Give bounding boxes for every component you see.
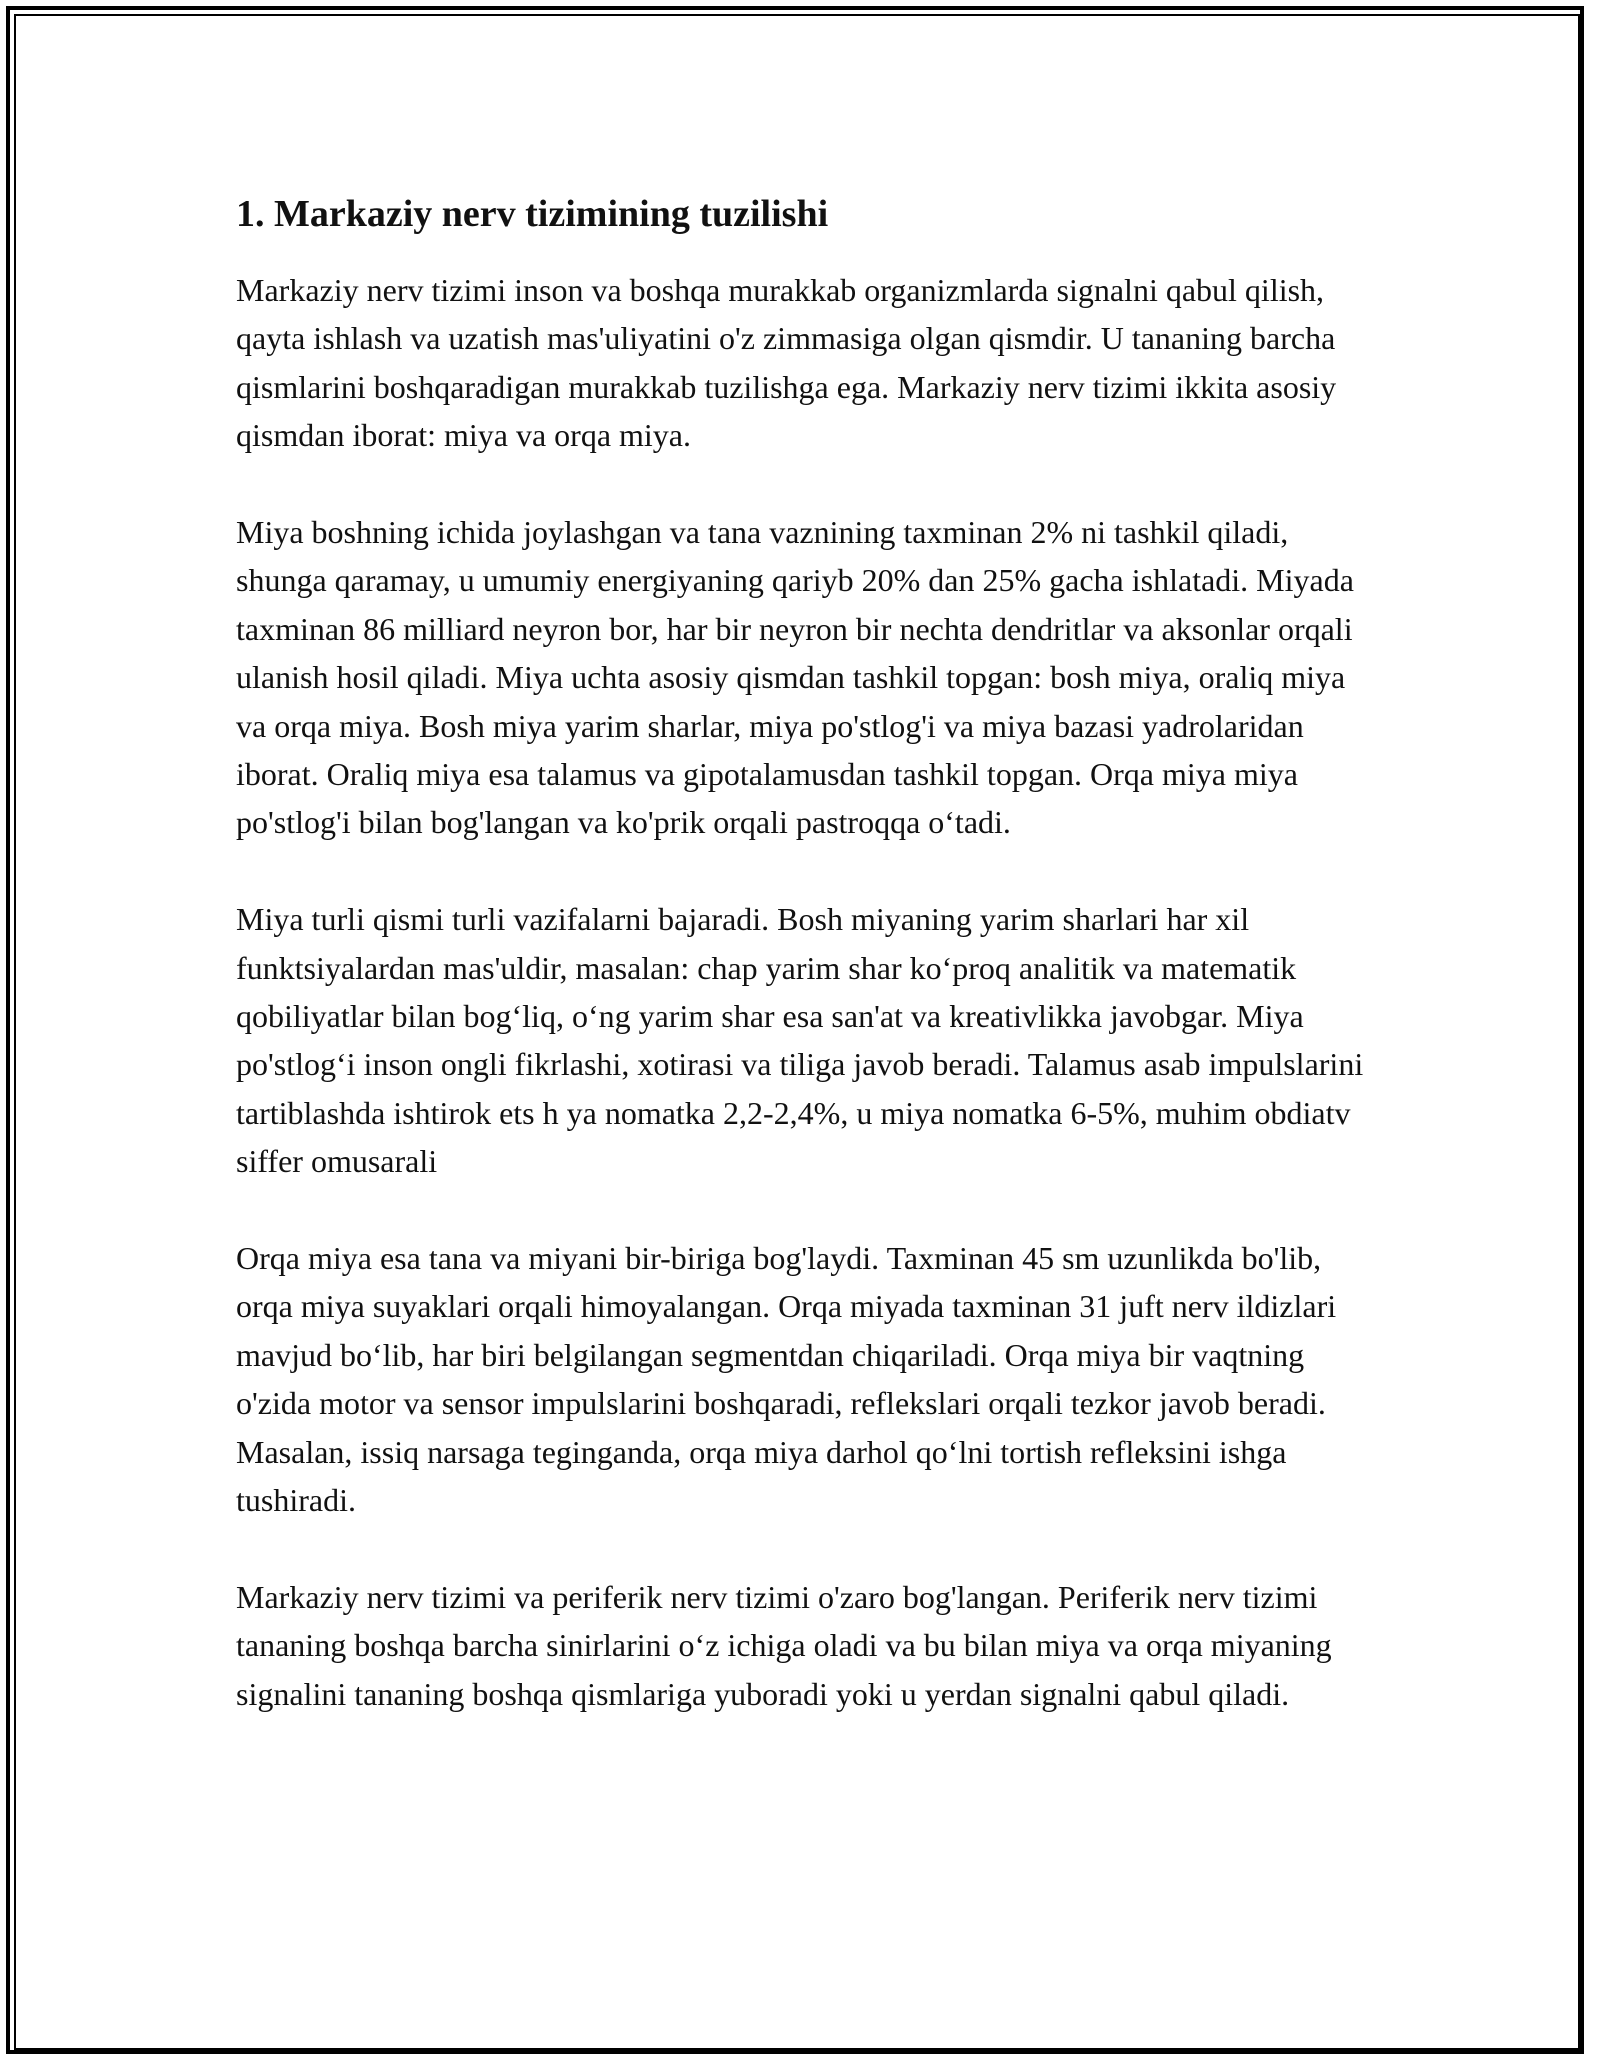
paragraph-intro: Markaziy nerv tizimi inson va boshqa murakkab organizmlarda signalni qabul qilish, qayta ishlash va uzatish mas'uliyatini o'z zimmasiga olgan qismdir. U tananing barcha qismlarini boshqaradigan murakkab tuzilishga ega. Markaziy nerv tizimi ikkita asosiy qismdan iborat: miya va orqa miya. <box>236 272 1337 454</box>
document-body <box>236 186 1376 1767</box>
paragraph-brain-functions: Miya turli qismi turli vazifalarni bajaradi. Bosh miyaning yarim sharlari har xil funktsiyalardan mas'uldir, masalan: chap yarim shar ko‘proq analitik va matematik qobiliyatlar bilan bog‘liq, o‘ng yarim shar esa san'at va kreativlikka javobgar. Miya po'stlog‘i inson ongli fikrlashi, xotirasi va tiliga javob beradi. Talamus asab impulslarini tartiblashda ishtirok ets h ya nomatka 2,2-2,4%, u miya nomatka 6-5%, muhim obdiatv siffer omusarali <box>236 901 1364 1180</box>
paragraph-peripheral: Markaziy nerv tizimi va periferik nerv tizimi o'zaro bog'langan. Periferik nerv tizimi tananing boshqa barcha sinirlarini o‘z ichiga oladi va bu bilan miya va orqa miyaning signalini tananing boshqa qismlariga yuboradi yoki u yerdan signalni qabul qiladi. <box>236 1578 1332 1712</box>
paragraph-brain: Miya boshning ichida joylashgan va tana vaznining taxminan 2% ni tashkil qiladi, shunga qaramay, u umumiy energiyaning qariyb 20% dan 25% gacha ishlatadi. Miyada taxminan 86 milliard neyron bor, har bir neyron bir nechta dendritlar va aksonlar orqali ulanish hosil qiladi. Miya uchta asosiy qismdan tashkil topgan: bosh miya, oraliq miya va orqa miya. Bosh miya yarim sharlar, miya po'stlog'i va miya bazasi yadrolaridan iborat. Oraliq miya esa talamus va gipotalamusdan tashkil topgan. Orqa miya miya po'stlog'i bilan bog'langan va ko'prik orqali pastroqqa o‘tadi. <box>236 514 1354 841</box>
section-heading: 1. Markaziy nerv tizimining tuzilishi <box>236 193 829 235</box>
paragraph-spinal-cord: Orqa miya esa tana va miyani bir-biriga bog'laydi. Taxminan 45 sm uzunlikda bo'lib, orqa miya suyaklari orqali himoyalangan. Orqa miyada taxminan 31 juft nerv ildizlari mavjud bo‘lib, har biri belgilangan segmentdan chiqariladi. Orqa miya bir vaqtning o'zida motor va sensor impulslarini boshqaradi, reflekslari orqali tezkor javob beradi. Masalan, issiq narsaga teginganda, orqa miya darhol qo‘lni tortish refleksini ishga tushiradi. <box>236 1240 1337 1519</box>
